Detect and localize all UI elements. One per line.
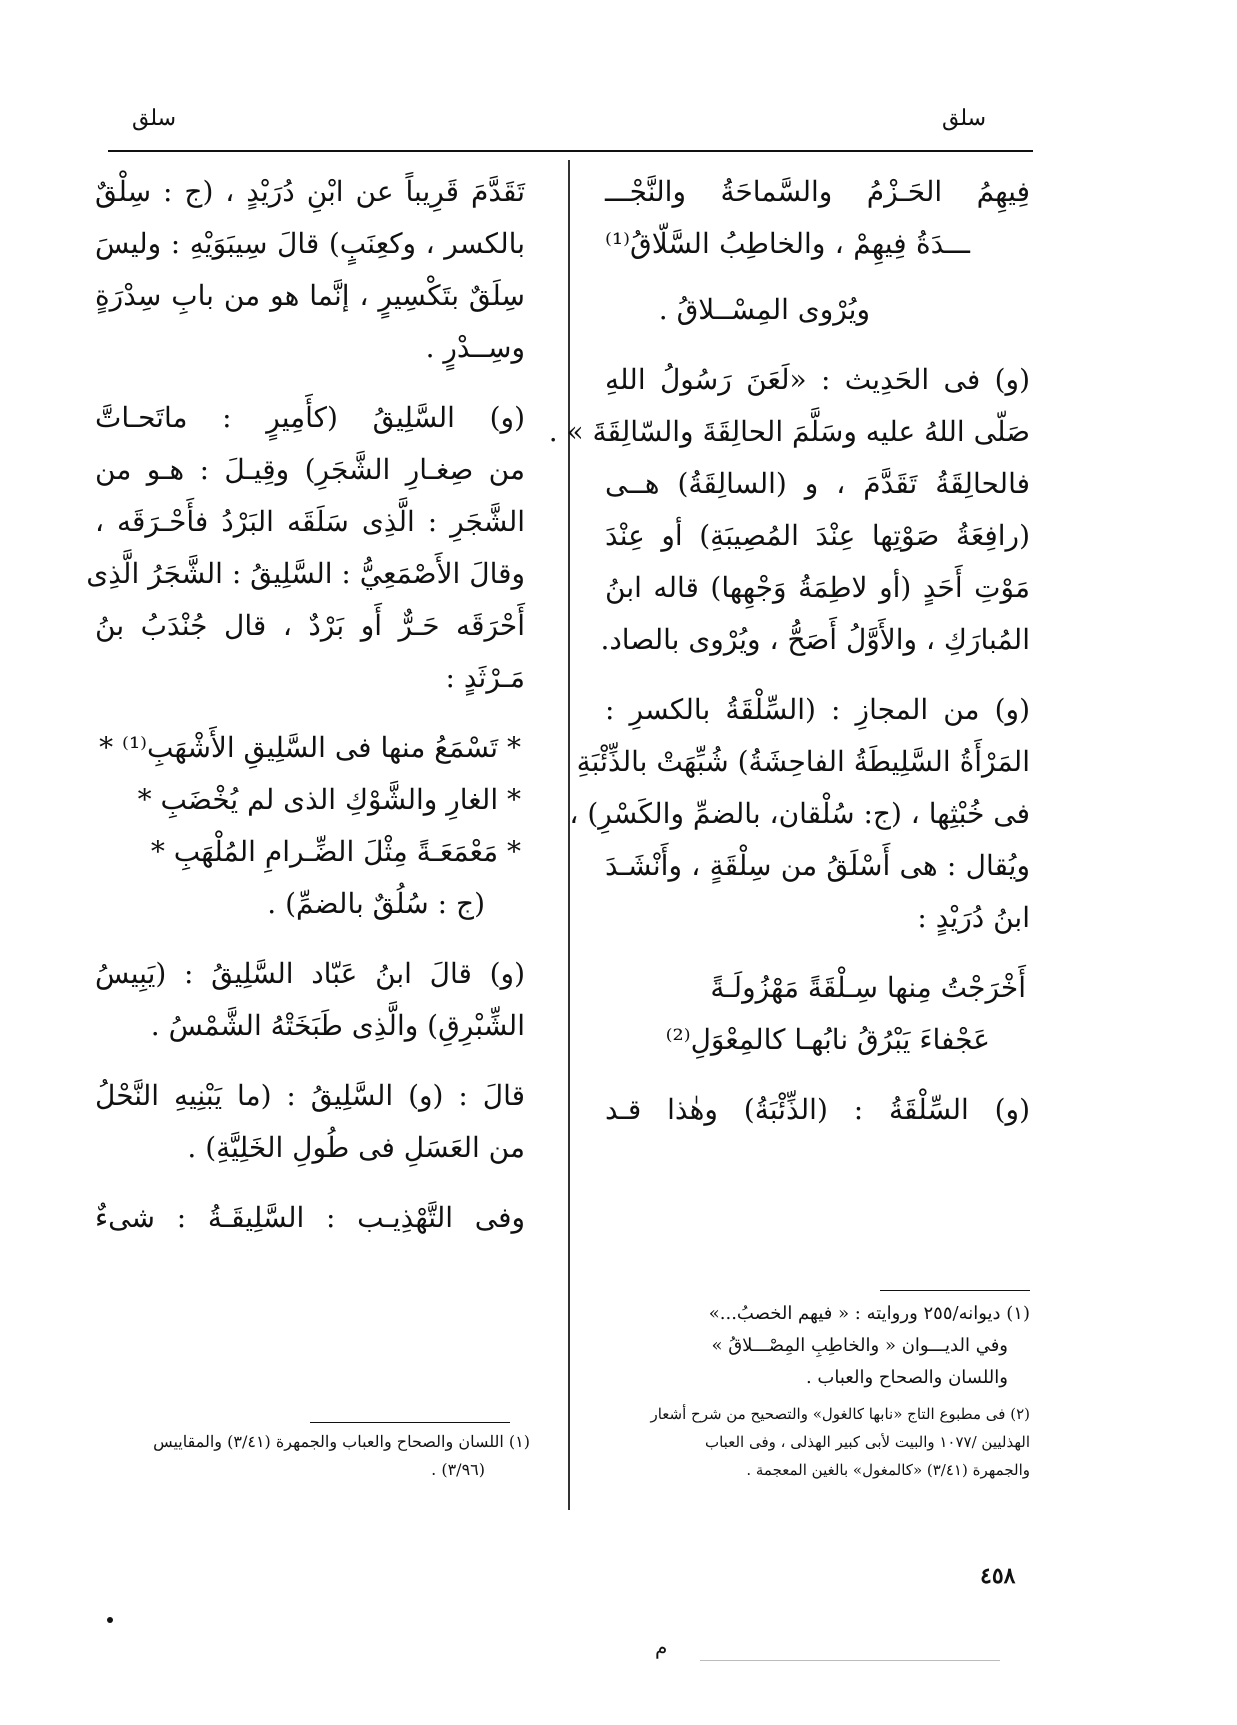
text-line: (ج : سُلُقٌ بالضمِّ) . [267,887,485,920]
verse-line: * تَسْمَعُ منها فى السَّلِيقِ الأَشْهَبِ⁽¹⁾ * [99,731,521,764]
text-line: من العَسَلِ فى طُولِ الخَلِيَّةِ) . [187,1131,525,1164]
footnote-rule-left [310,1422,510,1423]
text-line: سِلَقٌ بتَكْسِيرٍ ، إنَّما هو من بابِ سِدْرَةٍ [95,279,525,312]
text-line: فالحالِقَةُ تَقَدَّمَ ، و (السالِقَةُ) هــى [605,467,1030,500]
header-rule [108,150,1033,152]
text-line: قالَ : (و) السَّلِيقُ : (ما يَبْنِيهِ النَّحْلُ [95,1079,525,1112]
text-line: فِيهِمُ الحَـزْمُ والسَّماحَةُ والنَّجْـــ [605,175,1030,208]
right-column [548,166,1030,1136]
footnote-line: (٢) فى مطبوع التاج «نابها كالغول» والتصحيح من شرح أشعار [650,1405,1030,1423]
text-line: ابنُ دُرَيْدٍ : [917,901,1030,934]
text-line: فى خُبْثِها ، (ج: سُلْقان، بالضمِّ والكَسْرِ) ، [569,797,1030,830]
footnote-line: (١) اللسان والصحاح والعباب والجمهرة (٣/٤١) والمقاييس [153,1432,530,1451]
text-line: ويُرْوى المِسْــلاقُ . [658,293,870,326]
bottom-rule [700,1660,1000,1661]
text-line: مَـرْثَدٍ : [445,661,525,694]
text-line: (و) السَّلِيقُ (كأَمِيرٍ : ماتَحـاتَّ [95,401,525,434]
text-line: ـــدَةُ فِيهِمْ ، والخاطِبُ السَّلّاقُ⁽¹⁾ [605,227,970,260]
text-line: ويُقال : هى أَسْلَقُ من سِلْقَةٍ ، وأَنْشَـدَ [605,849,1030,882]
text-line: المُبارَكِ ، والأَوَّلُ أَصَحُّ ، ويُرْوى بالصاد. [600,623,1030,656]
text-line: تَقَدَّمَ قَرِيباً عن ابْنِ دُرَيْدٍ ، (ج : سِلْقٌ [95,175,525,208]
verse-line: أَخْرَجْتُ مِنها سِـلْقَةً مَهْزُولَـةً [710,971,1026,1004]
footnote-line: الهذليين /١٠٧٧ والبيت لأبى كبير الهذلى ، وفى العباب [704,1433,1030,1451]
running-head-left: سلق [132,106,177,131]
footnote-line: (١) ديوانه/٢٥٥ وروايته : « فيهم الخصبُ...» [708,1303,1030,1324]
text-line: أَحْرَقَه حَـرٌّ أَو بَرْدٌ ، قال جُنْدَبُ بنُ [95,609,525,642]
footnote-line: وفي الديـــوان « والخاطِبِ المِصْـــلاقُ » [711,1335,1008,1356]
footnote-line: واللسان والصحاح والعباب . [805,1367,1008,1388]
text-line: من صِغـارِ الشَّجَرِ) وقِيـلَ : هـو من [95,453,525,486]
verse-line: * مَعْمَعَـةً مِثْلَ الضِّـرامِ المُلْهَبِ * [150,835,521,868]
bottom-mark: م [655,1635,668,1659]
scan-speck [107,1617,113,1623]
footnote-rule-right [880,1290,1030,1291]
left-column [86,166,525,1244]
footnote-line: (٣/٩٦) . [431,1460,485,1479]
text-line: المَرْأَةُ السَّلِيطَةُ الفاحِشَةُ) شُبِّهَتْ بالذِّئْبَةِ [576,745,1030,778]
footnote-line: والجمهرة (٣/٤١) «كالمغول» بالغين المعجمة . [746,1461,1030,1479]
text-line: الشَّجَرِ : الَّذِى سَلَقَه البَرْدُ فأَحْـرَقَه ، [95,505,525,538]
text-line: (و) فى الحَدِيث : «لَعَنَ رَسُولُ اللهِ [605,363,1030,396]
text-line: مَوْتِ أَحَدٍ (أو لاطِمَةُ وَجْهِها) قاله ابنُ [605,571,1030,604]
running-head-right: سلق [942,106,987,131]
text-line: وفى التَّهْذِيـب : السَّلِيقَـةُ : شىءٌ [95,1201,525,1234]
text-line: (و) من المجازِ : (السِّلْقَةُ بالكسرِ : [605,693,1030,726]
verse-line: * الغارِ والشَّوْكِ الذى لم يُخْضَبِ * [137,783,521,816]
text-line: وسِــدْرٍ . [425,331,525,364]
page-number: ٤٥٨ [980,1563,1016,1589]
text-line: (و) قالَ ابنُ عَبّاد السَّلِيقُ : (يَبِيسُ [95,957,525,990]
text-line: بالكسر ، وكعِنَبٍ) قالَ سِيبَوَيْهِ : وليسَ [95,227,525,260]
verse-line: عَجْفاءَ يَبْرُقُ نابُهـا كالمِعْوَلِ⁽²⁾ [665,1023,990,1056]
text-line: (رافِعَةُ صَوْتِها عِنْدَ المُصِيبَةِ) أو عِنْدَ [605,519,1030,552]
text-line: صَلّى اللهُ عليه وسَلَّمَ الحالِقَةَ والسّالِقَةَ » . [548,415,1030,448]
text-line: وقالَ الأَصْمَعِيُّ : السَّلِيقُ : الشَّجَرُ الَّذِى [86,557,525,590]
text-line: (و) السِّلْقَةُ : (الذِّئْبَةُ) وهٰذا قـد [605,1093,1030,1126]
text-line: الشِّبْرِقِ) والَّذِى طَبَخَتْهُ الشَّمْسُ . [150,1009,525,1042]
